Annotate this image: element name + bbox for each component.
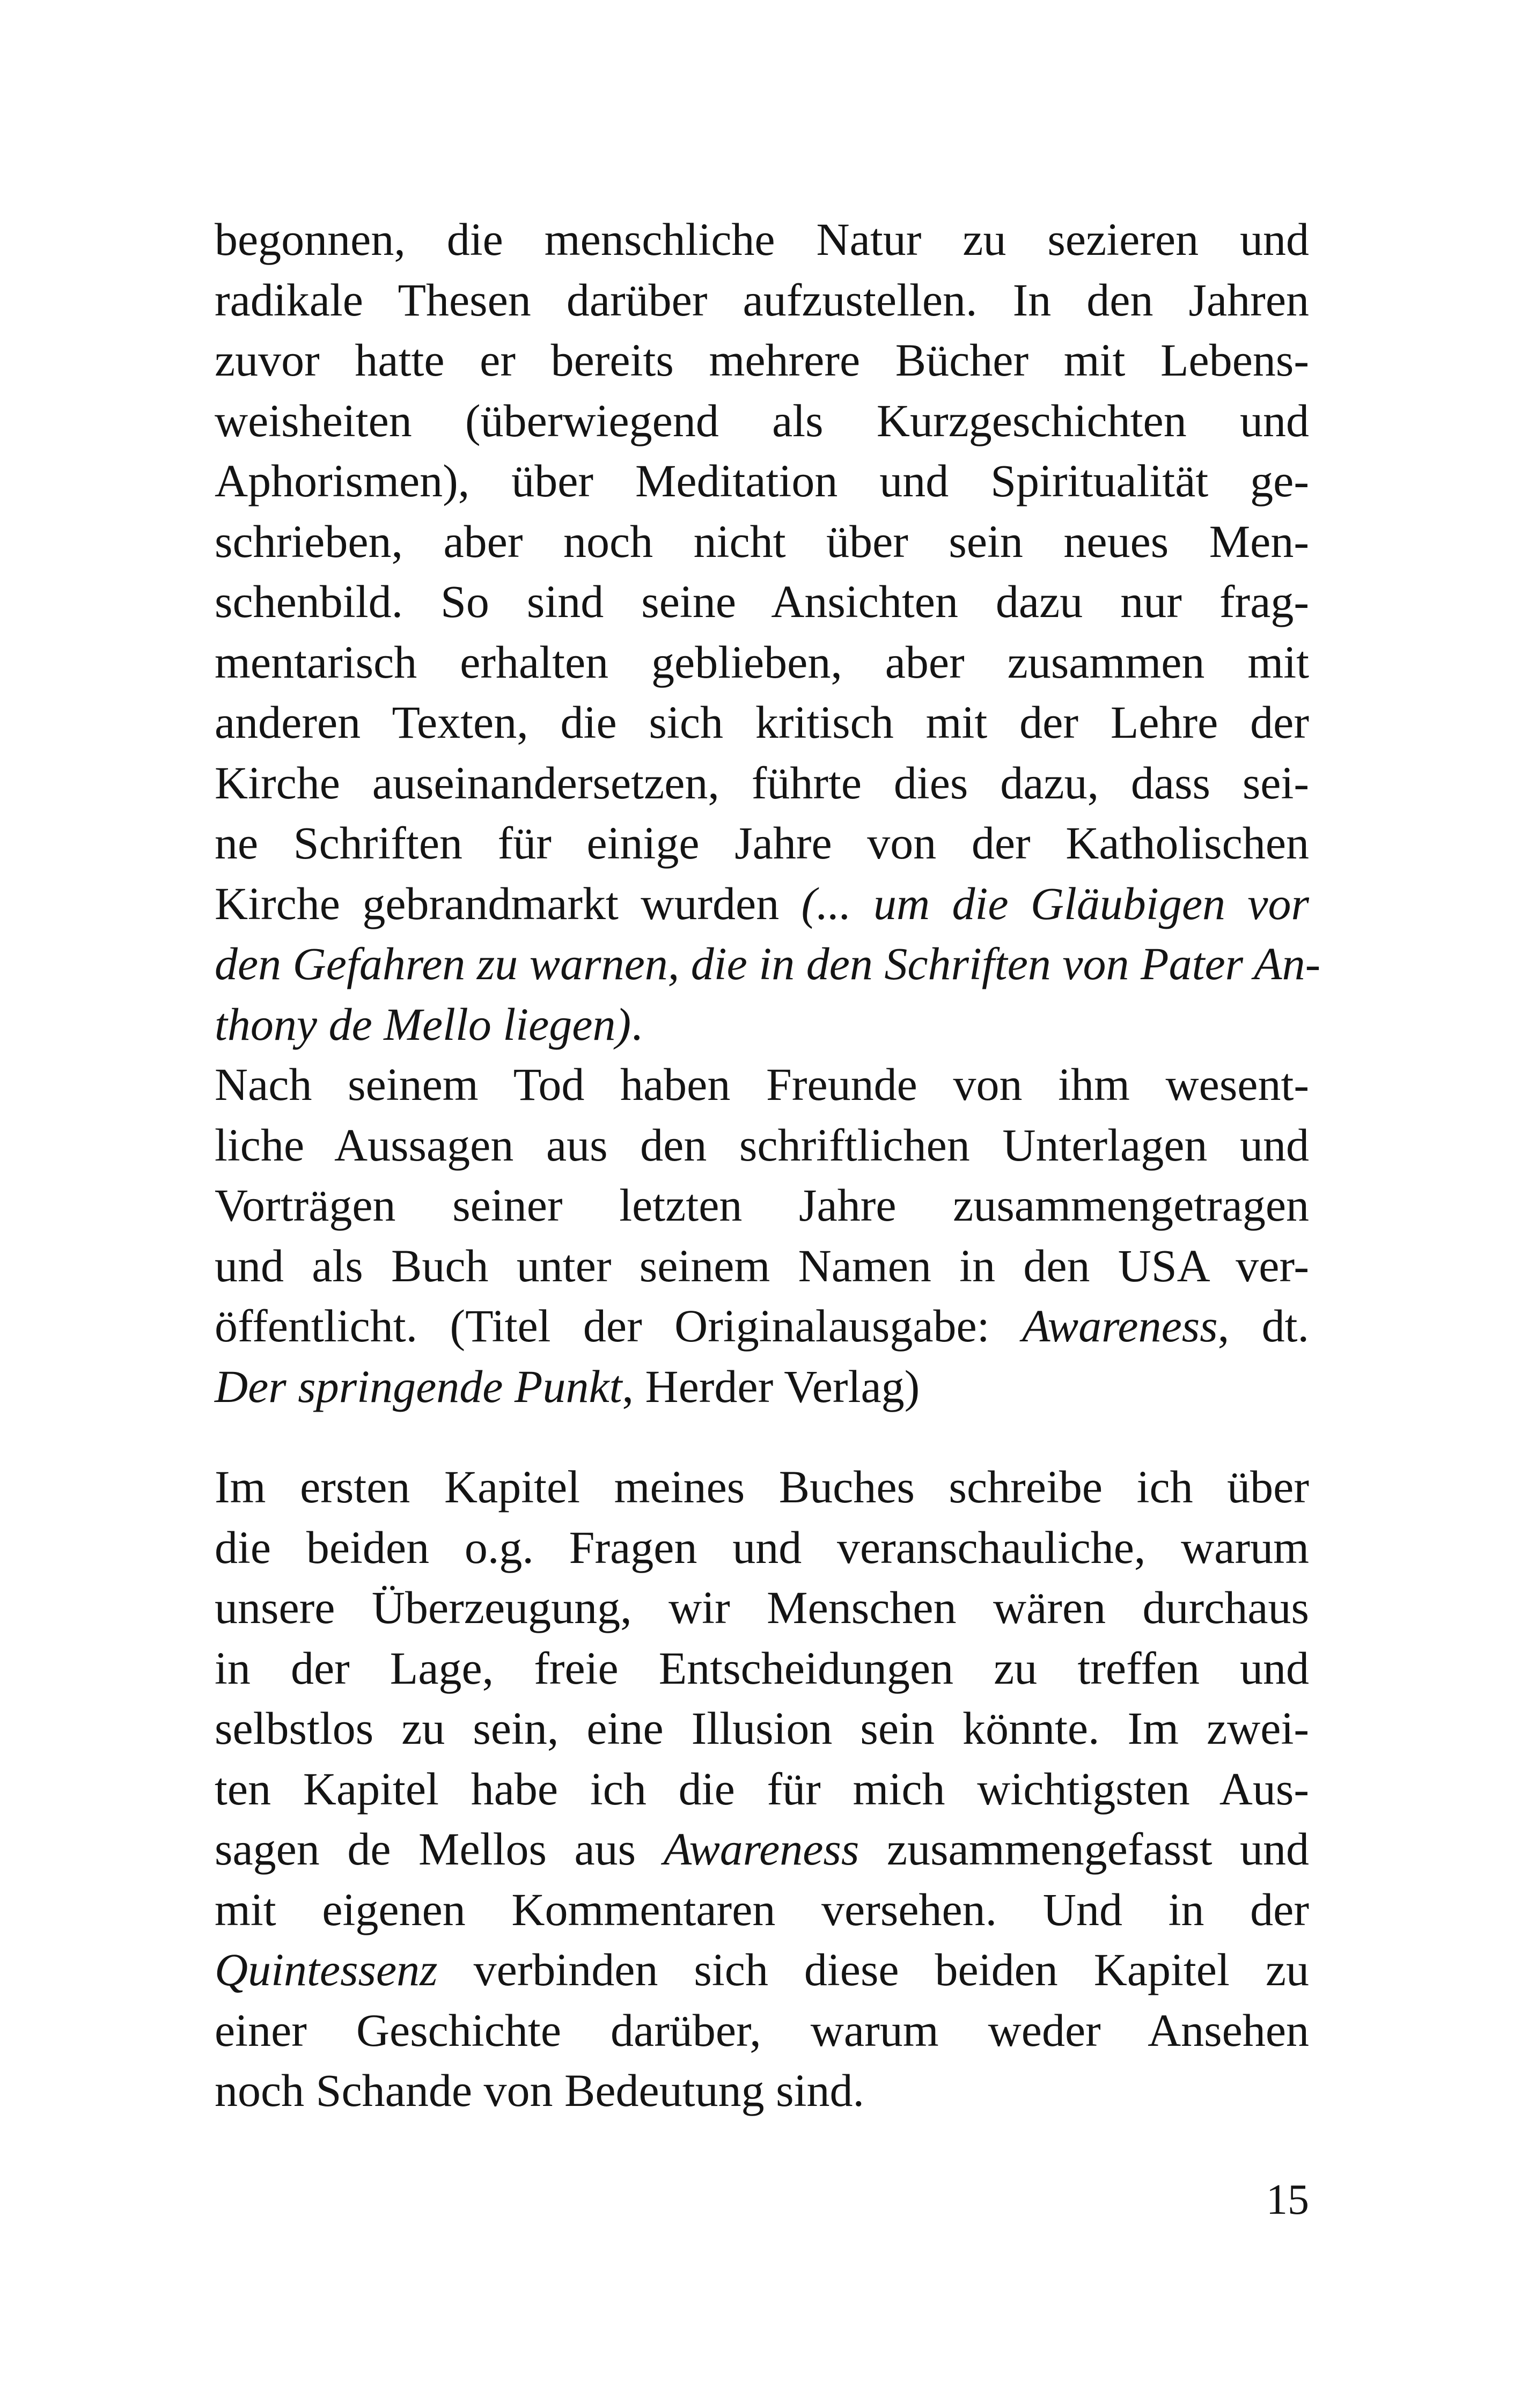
italic-text: (... um die Gläubigen vor bbox=[801, 877, 1309, 929]
text-run: ne Schriften für einige Jahre von der Katholischen bbox=[215, 817, 1309, 869]
text-line bbox=[215, 1236, 1309, 1296]
text-run: zuvor hatte er bereits mehrere Bücher mit Lebens- bbox=[215, 334, 1309, 386]
paragraph-posthumous-publication bbox=[215, 1054, 1309, 1416]
text-run: Kirche gebrandmarkt wurden bbox=[215, 877, 802, 929]
text-run: in der Lage, freie Entscheidungen zu treffen und bbox=[215, 1642, 1309, 1694]
italic-text: Awareness bbox=[1022, 1300, 1218, 1352]
italic-text: Quintessenz bbox=[215, 1944, 438, 1995]
text-run: noch Schande von Bedeutung sind. bbox=[215, 2065, 864, 2116]
text-line bbox=[215, 451, 1309, 511]
text-line bbox=[215, 753, 1309, 813]
text-run: begonnen, die menschliche Natur zu sezieren und bbox=[215, 214, 1309, 265]
paragraph-chapter-overview bbox=[215, 1457, 1309, 2121]
text-run: die beiden o.g. Fragen und veranschauliche, warum bbox=[215, 1521, 1309, 1573]
text-run: liche Aussagen aus den schriftlichen Unterlagen und bbox=[215, 1119, 1309, 1171]
page-number: 15 bbox=[1266, 2176, 1309, 2223]
text-line bbox=[215, 994, 1309, 1055]
text-run: Vorträgen seiner letzten Jahre zusammengetragen bbox=[215, 1179, 1309, 1231]
text-run: Im ersten Kapitel meines Buches schreibe ich über bbox=[215, 1461, 1309, 1513]
text-run: radikale Thesen darüber aufzustellen. In den Jahren bbox=[215, 274, 1309, 326]
text-run: und als Buch unter seinem Namen in den USA ver- bbox=[215, 1239, 1309, 1291]
text-line bbox=[215, 1819, 1309, 1880]
text-run: ten Kapitel habe ich die für mich wichtigsten Aus- bbox=[215, 1763, 1309, 1815]
italic-text: Awareness bbox=[663, 1823, 859, 1875]
text-line bbox=[215, 632, 1309, 693]
text-run: Kirche auseinandersetzen, führte dies dazu, dass sei- bbox=[215, 757, 1309, 809]
text-line bbox=[215, 1940, 1309, 2000]
text-line bbox=[215, 270, 1309, 331]
paragraph-intro-continued bbox=[215, 209, 1321, 1054]
text-line bbox=[215, 1880, 1309, 1940]
text-line bbox=[215, 934, 1321, 994]
text-line bbox=[215, 1698, 1309, 1759]
text-line bbox=[215, 1457, 1309, 1517]
text-run: schrieben, aber noch nicht über sein neues Men- bbox=[215, 515, 1309, 567]
text-line bbox=[215, 330, 1309, 391]
text-line bbox=[215, 1577, 1309, 1638]
text-line bbox=[215, 391, 1309, 451]
text-run: unsere Überzeugung, wir Menschen wären durchaus bbox=[215, 1582, 1309, 1633]
text-run: weisheiten (überwiegend als Kurzgeschichten und bbox=[215, 394, 1309, 446]
text-line bbox=[215, 813, 1309, 873]
text-line bbox=[215, 1517, 1309, 1578]
text-run: öffentlicht. (Titel der Originalausgabe: bbox=[215, 1300, 1022, 1352]
text-run: schenbild. So sind seine Ansichten dazu nur frag- bbox=[215, 576, 1309, 627]
text-run: anderen Texten, die sich kritisch mit der Lehre der bbox=[215, 696, 1309, 748]
text-line bbox=[215, 873, 1309, 934]
text-run: Nach seinem Tod haben Freunde von ihm wesent- bbox=[215, 1059, 1309, 1110]
text-line bbox=[215, 571, 1309, 632]
text-line bbox=[215, 511, 1309, 572]
text-run: selbstlos zu sein, eine Illusion sein könnte. Im zwei- bbox=[215, 1702, 1309, 1754]
text-run: Aphorismen), über Meditation und Spiritualität ge- bbox=[215, 455, 1309, 506]
text-line bbox=[215, 1638, 1309, 1699]
text-run: , Herder Verlag) bbox=[622, 1360, 920, 1412]
text-run: mentarisch erhalten geblieben, aber zusammen mit bbox=[215, 636, 1309, 688]
text-line bbox=[215, 1759, 1309, 1819]
text-line bbox=[215, 1115, 1309, 1176]
italic-text: thony de Mello liegen) bbox=[215, 998, 631, 1050]
italic-text: den Gefahren zu warnen, die in den Schriften von Pater An- bbox=[215, 938, 1321, 989]
text-line bbox=[215, 2060, 1309, 2121]
text-line bbox=[215, 209, 1309, 270]
text-run: mit eigenen Kommentaren versehen. Und in der bbox=[215, 1883, 1309, 1935]
text-line bbox=[215, 1175, 1309, 1236]
text-line bbox=[215, 2000, 1309, 2061]
text-run: . bbox=[631, 998, 643, 1050]
text-line bbox=[215, 1054, 1309, 1115]
text-run: einer Geschichte darüber, warum weder Ansehen bbox=[215, 2004, 1309, 2056]
text-line bbox=[215, 1296, 1309, 1356]
text-line bbox=[215, 692, 1309, 753]
text-run: sagen de Mellos aus bbox=[215, 1823, 664, 1875]
text-run: , dt. bbox=[1217, 1300, 1309, 1352]
text-line bbox=[215, 1356, 1309, 1417]
text-run: zusammengefasst und bbox=[859, 1823, 1310, 1875]
italic-text: Der springende Punkt bbox=[215, 1360, 622, 1412]
text-run: verbinden sich diese beiden Kapitel zu bbox=[437, 1944, 1309, 1995]
